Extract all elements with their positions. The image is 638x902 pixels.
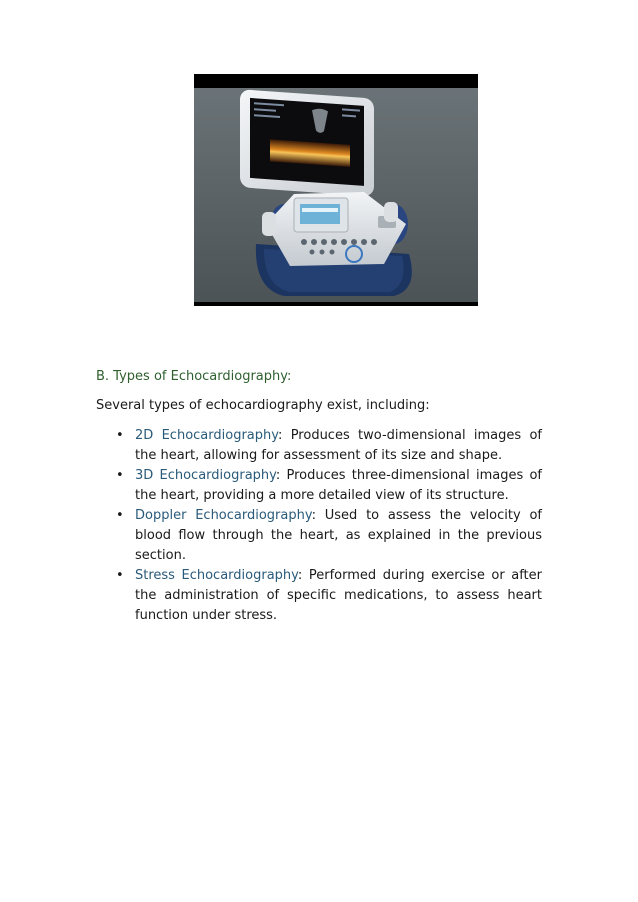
term-description: : Performed during exercise or after the administration of specific medications, to assess heart function under stress. <box>135 568 542 623</box>
term-description: : Used to assess the velocity of blood flow through the heart, as explained in the previous section. <box>135 508 542 563</box>
list-item <box>96 466 542 506</box>
ultrasound-machine-image <box>194 74 478 306</box>
term-description: : Produces three-dimensional images of the heart, providing a more detailed view of its structure. <box>135 468 542 503</box>
bullet-icon: • <box>116 468 124 483</box>
list-item <box>96 506 542 566</box>
section-intro: Several types of echocardiography exist, including: <box>96 398 430 413</box>
bullet-icon: • <box>116 508 124 523</box>
section-heading: B. Types of Echocardiography: <box>96 369 292 384</box>
term-2d-echo: 2D Echocardiography <box>135 428 278 443</box>
bullet-icon: • <box>116 428 124 443</box>
list-item <box>96 426 542 466</box>
term-stress-echo: Stress Echocardiography <box>135 568 298 583</box>
term-doppler-echo: Doppler Echocardiography <box>135 508 312 523</box>
bullet-icon: • <box>116 568 124 583</box>
list-item <box>96 566 542 626</box>
echo-types-list <box>96 426 542 626</box>
term-3d-echo: 3D Echocardiography <box>135 468 276 483</box>
ultrasound-machine-illustration <box>194 74 478 306</box>
term-description: : Produces two-dimensional images of the heart, allowing for assessment of its size and shape. <box>135 428 542 463</box>
